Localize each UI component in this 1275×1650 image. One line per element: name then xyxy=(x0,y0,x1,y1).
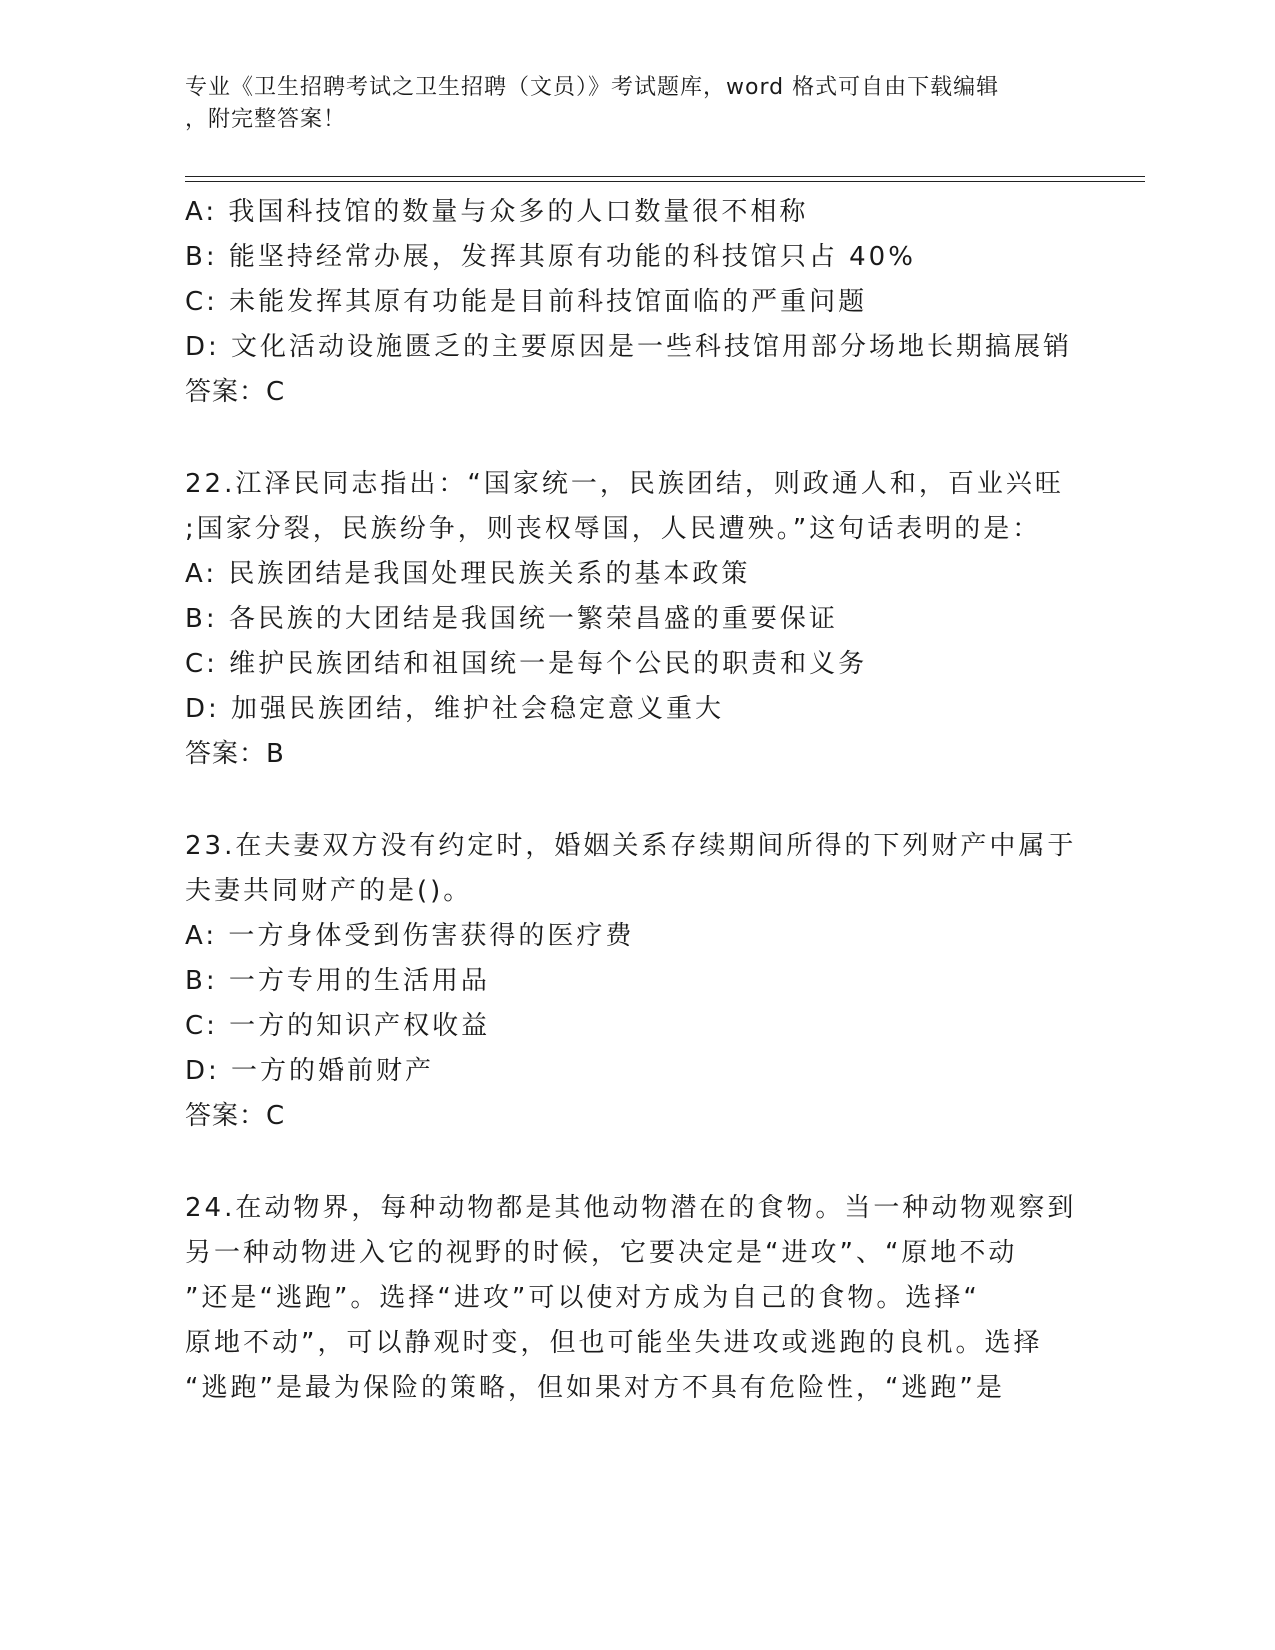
option-b: B: 各民族的大团结是我国统一繁荣昌盛的重要保证 xyxy=(185,604,838,634)
question-stem-line: 22.江泽民同志指出：“国家统一，民族团结，则政通人和，百业兴旺 xyxy=(185,469,1064,499)
header-title-line-2: ，附完整答案！ xyxy=(185,107,347,132)
question-stem-line: 夫妻共同财产的是()。 xyxy=(185,876,473,906)
question-22 xyxy=(185,462,1085,777)
spacer xyxy=(185,777,1085,824)
option-b: B: 能坚持经常办展，发挥其原有功能的科技馆只占 40% xyxy=(185,242,916,272)
header-divider-bottom xyxy=(185,181,1145,182)
question-stem-line: ;国家分裂，民族纷争，则丧权辱国，人民遭殃。”这句话表明的是： xyxy=(185,514,1042,544)
question-list xyxy=(185,190,1085,1411)
question-24 xyxy=(185,1186,1085,1411)
answer-text: 答案：C xyxy=(185,1101,286,1131)
header-divider-top xyxy=(185,176,1145,177)
question-stem-line: 24.在动物界，每种动物都是其他动物潜在的食物。当一种动物观察到 xyxy=(185,1193,1077,1223)
question-stem-line: ”还是“逃跑”。选择“进攻”可以使对方成为自己的食物。选择“ xyxy=(185,1283,980,1313)
question-21 xyxy=(185,190,1085,415)
option-c: C: 维护民族团结和祖国统一是每个公民的职责和义务 xyxy=(185,649,868,679)
option-a: A: 一方身体受到伤害获得的医疗费 xyxy=(185,921,635,951)
spacer xyxy=(185,415,1085,462)
option-d: D: 文化活动设施匮乏的主要原因是一些科技馆用部分场地长期搞展销 xyxy=(185,332,1073,362)
question-stem-line: 23.在夫妻双方没有约定时，婚姻关系存续期间所得的下列财产中属于 xyxy=(185,831,1077,861)
option-d: D: 加强民族团结，维护社会稳定意义重大 xyxy=(185,694,725,724)
spacer xyxy=(185,1139,1085,1186)
header-title-line-1: 专业《卫生招聘考试之卫生招聘（文员）》考试题库，word 格式可自由下载编辑 xyxy=(185,75,1000,100)
question-stem-line: 另一种动物进入它的视野的时候，它要决定是“进攻”、“原地不动 xyxy=(185,1238,1018,1268)
question-stem-line: 原地不动”，可以静观时变，但也可能坐失进攻或逃跑的良机。选择 xyxy=(185,1328,1043,1358)
option-c: C: 未能发挥其原有功能是目前科技馆面临的严重问题 xyxy=(185,287,868,317)
answer-text: 答案：C xyxy=(185,377,286,407)
question-stem-line: “逃跑”是最为保险的策略，但如果对方不具有危险性，“逃跑”是 xyxy=(185,1373,1005,1403)
option-a: A: 民族团结是我国处理民族关系的基本政策 xyxy=(185,559,751,589)
option-c: C: 一方的知识产权收益 xyxy=(185,1011,491,1041)
question-23 xyxy=(185,824,1085,1139)
option-d: D: 一方的婚前财产 xyxy=(185,1056,435,1086)
answer-text: 答案：B xyxy=(185,739,285,769)
document-header xyxy=(185,72,1065,136)
option-a: A: 我国科技馆的数量与众多的人口数量很不相称 xyxy=(185,197,809,227)
option-b: B: 一方专用的生活用品 xyxy=(185,966,490,996)
